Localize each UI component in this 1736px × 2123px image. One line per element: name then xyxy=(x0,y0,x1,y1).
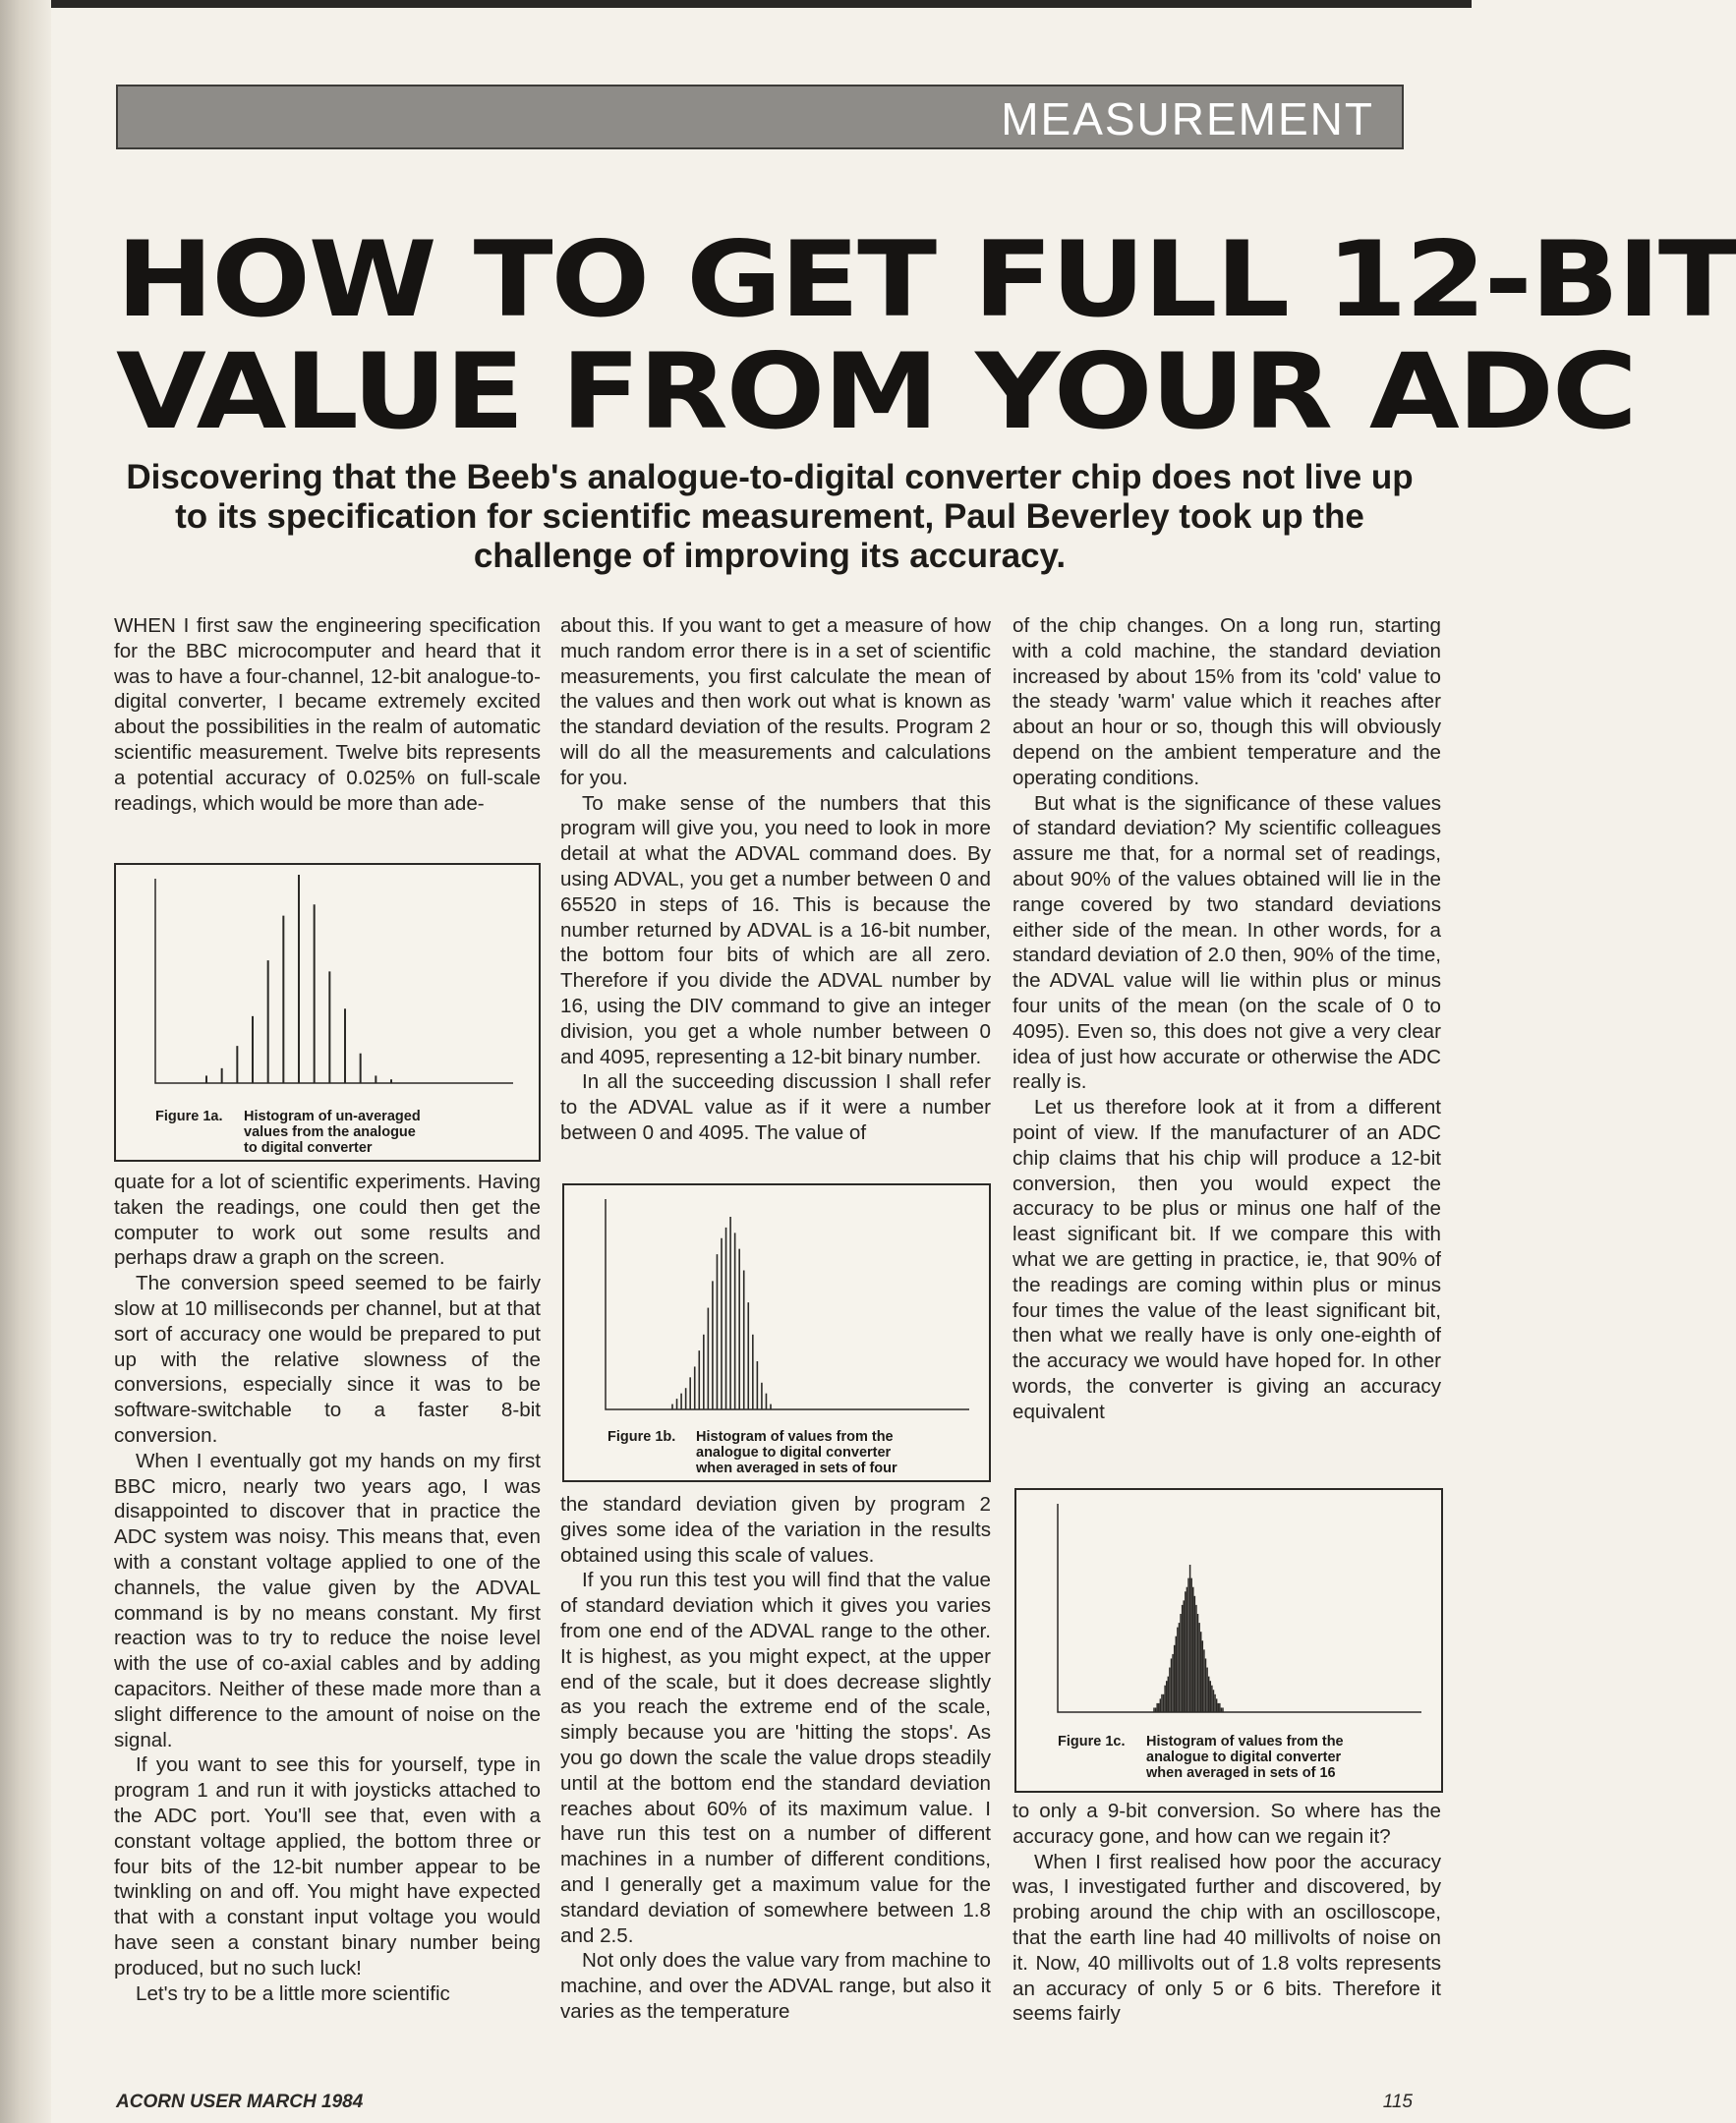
paragraph: But what is the significance of these values of standard deviation? My scientific colleagues assure me that, for a normal set of readings, about 90% of the values obtained will lie in the range covered by two standard deviations either side of the mean. In other words, for a standard deviation of 2.0 then, 90% of the time, the ADVAL value will lie within plus or minus four units of the mean (on the scale of 0 to 4095). Even so, this does not give a very clear idea of just how accurate or otherwise the ADC really is. xyxy=(1013,791,1441,1094)
paragraph: If you run this test you will find that the value of standard deviation which it gives you varies from one end of the ADVAL range to the other. It is highest, as you might expect, at the upper end of the scale, but it does decrease slightly as you reach the extreme end of the scale, simply because you are 'hitting the stops'. As you go down the scale the value drops steadily until at the bottom end the standard deviation reaches about 60% of its maximum value. I have run this test on a number of different machines in a number of different conditions, and I generally get a maximum value for the standard deviation of somewhere between 1.8 and 2.5. xyxy=(560,1569,991,1947)
figure-1a-caption xyxy=(155,1109,421,1156)
paragraph: about this. If you want to get a measure of how much random error there is in a set of scientific measurements, you first calculate the mean of the values and then work out what is known as the standard deviation of the results. Program 2 will do all the measurements and calculations for you. xyxy=(560,614,991,789)
standfirst: Discovering that the Beeb's analogue-to-digital converter chip does not live up to its specification for scientific measurement, Paul Beverley took up the challenge of improving its accuracy. xyxy=(126,458,1414,575)
histogram-axes xyxy=(606,1199,969,1409)
paragraph: To make sense of the numbers that this program will give you, you need to look in more detail at what the ADVAL command does. By using ADVAL, you get a number between 0 and 65520 in steps of 16. This is because the number returned by ADVAL is a 16-bit number, the bottom four bits of which are all zero. Therefore if you divide the ADVAL number by 16, using the DIV command to give an integer division, you get a whole number between 0 and 4095, representing a 12-bit binary number. xyxy=(560,791,991,1068)
histogram-axes xyxy=(1058,1504,1421,1712)
figure-1c-label: Figure 1c. xyxy=(1058,1734,1126,1750)
paragraph: When I eventually got my hands on my first BBC micro, nearly two years ago, I was disappointed to discover that in practice the ADC system was noisy. This means that, even with a constant voltage applied to one of the channels, the value given by the ADVAL command is by no means constant. My first reaction was to try to reduce the noise level with the use of co-axial cables and by adding capacitors. Neither of these made more than a slight difference to the amount of noise on the signal. xyxy=(114,1449,541,1751)
binding-shadow xyxy=(0,0,51,2123)
figure-1b-caption-line: when averaged in sets of four xyxy=(696,1461,897,1476)
figure-1a-caption-line: Histogram of un-averaged xyxy=(244,1109,421,1124)
paragraph: to only a 9-bit conversion. So where has the accuracy gone, and how can we regain it? xyxy=(1013,1800,1441,1848)
headline xyxy=(116,219,1736,452)
figure-1c-caption-line: analogue to digital converter xyxy=(1146,1750,1342,1765)
column-2-top xyxy=(560,613,991,1146)
paragraph: In all the succeeding discussion I shall refer to the ADVAL value as if it were a number between 0 and 4095. The value of xyxy=(560,1070,991,1144)
paragraph: Let's try to be a little more scientific xyxy=(136,1981,450,2005)
figure-1a xyxy=(114,863,541,1162)
paragraph: If you want to see this for yourself, type in program 1 and run it with joysticks attached to the ADC port. You'll see that, even with a constant voltage applied, the bottom three or four bits of the 12-bit number appear to be twinkling on and off. You might have expected that with a constant input voltage you would have seen a constant binary number being produced, but no such luck! xyxy=(114,1753,541,1980)
paragraph: Not only does the value vary from machine to machine, and over the ADVAL range, but also it varies as the temperature xyxy=(560,1949,991,2023)
column-1-top xyxy=(114,613,541,816)
paragraph: of the chip changes. On a long run, starting with a cold machine, the standard deviation increased by about 15% from its 'cold' value to the steady 'warm' value which it reaches after about an hour or so, though this will obviously depend on the ambient temperature and the operating conditions. xyxy=(1013,614,1441,789)
figure-1c-caption-line: Histogram of values from the xyxy=(1146,1734,1344,1750)
column-2-bottom xyxy=(560,1492,991,2025)
column-3-top xyxy=(1013,613,1441,1425)
top-rule xyxy=(0,0,1472,8)
column-3-bottom xyxy=(1013,1799,1441,2027)
figure-1b-caption-line: Histogram of values from the xyxy=(696,1429,894,1445)
page-number: 115 xyxy=(1382,2092,1413,2112)
paragraph: quate for a lot of scientific experiments. Having taken the readings, one could then get the computer to work out some results and perhaps draw a graph on the screen. xyxy=(114,1171,541,1270)
figure-1a-caption-line: to digital converter xyxy=(244,1140,373,1156)
magazine-footer: ACORN USER MARCH 1984 xyxy=(116,2092,364,2112)
figure-1a-caption-line: values from the analogue xyxy=(244,1124,416,1140)
headline-line-1: HOW TO GET FULL 12-BIT xyxy=(116,219,1736,340)
paragraph: The conversion speed seemed to be fairly slow at 10 milliseconds per channel, but at that sort of accuracy one would be prepared to put up with the relative slowness of the conversions, especially since it was to be software-switchable to a faster 8-bit conversion. xyxy=(114,1272,541,1447)
section-banner xyxy=(116,85,1404,149)
histogram-axes xyxy=(155,879,513,1083)
figure-1b-caption-line: analogue to digital converter xyxy=(696,1445,892,1461)
paragraph: the standard deviation given by program 2 gives some idea of the variation in the results obtained using this scale of values. xyxy=(560,1493,991,1567)
figure-1c-caption-line: when averaged in sets of 16 xyxy=(1146,1765,1336,1781)
headline-line-2: VALUE FROM YOUR ADC xyxy=(116,331,1636,452)
paragraph: WHEN I first saw the engineering specification for the BBC microcomputer and heard that it was to have a four-channel, 12-bit analogue-to-digital converter, I became extremely excited about the possibilities in the realm of automatic scientific measurement. Twelve bits represents a potential accuracy of 0.025% on full-scale readings, which would be more than ade- xyxy=(114,614,541,815)
figure-1b xyxy=(562,1183,991,1482)
column-1-bottom xyxy=(114,1170,541,2006)
figure-1b-caption xyxy=(608,1429,897,1476)
figure-1b-label: Figure 1b. xyxy=(608,1429,676,1445)
figure-1c-caption xyxy=(1058,1734,1344,1781)
figure-1c xyxy=(1014,1488,1443,1793)
figure-1a-label: Figure 1a. xyxy=(155,1109,223,1124)
paragraph: When I first realised how poor the accuracy was, I investigated further and discovered, by probing around the chip with an oscilloscope, that the earth line had 40 millivolts of noise on it. Now, 40 millivolts out of 1.8 volts represents an accuracy of only 5 or 6 bits. Therefore it seems fairly xyxy=(1013,1850,1441,2026)
paragraph: Let us therefore look at it from a different point of view. If the manufacturer of an ADC chip claims that his chip will produce a 12-bit conversion, then you would expect the accuracy to be plus or minus one half of the least significant bit. If we compare this with what we are getting in practice, ie, that 90% of the readings are coming within plus or minus four times the value of the least significant bit, then what we really have is only one-eighth of the accuracy we would have hoped for. In other words, the converter is giving an accuracy equivalent xyxy=(1013,1096,1441,1423)
section-label: MEASUREMENT xyxy=(1001,93,1374,144)
